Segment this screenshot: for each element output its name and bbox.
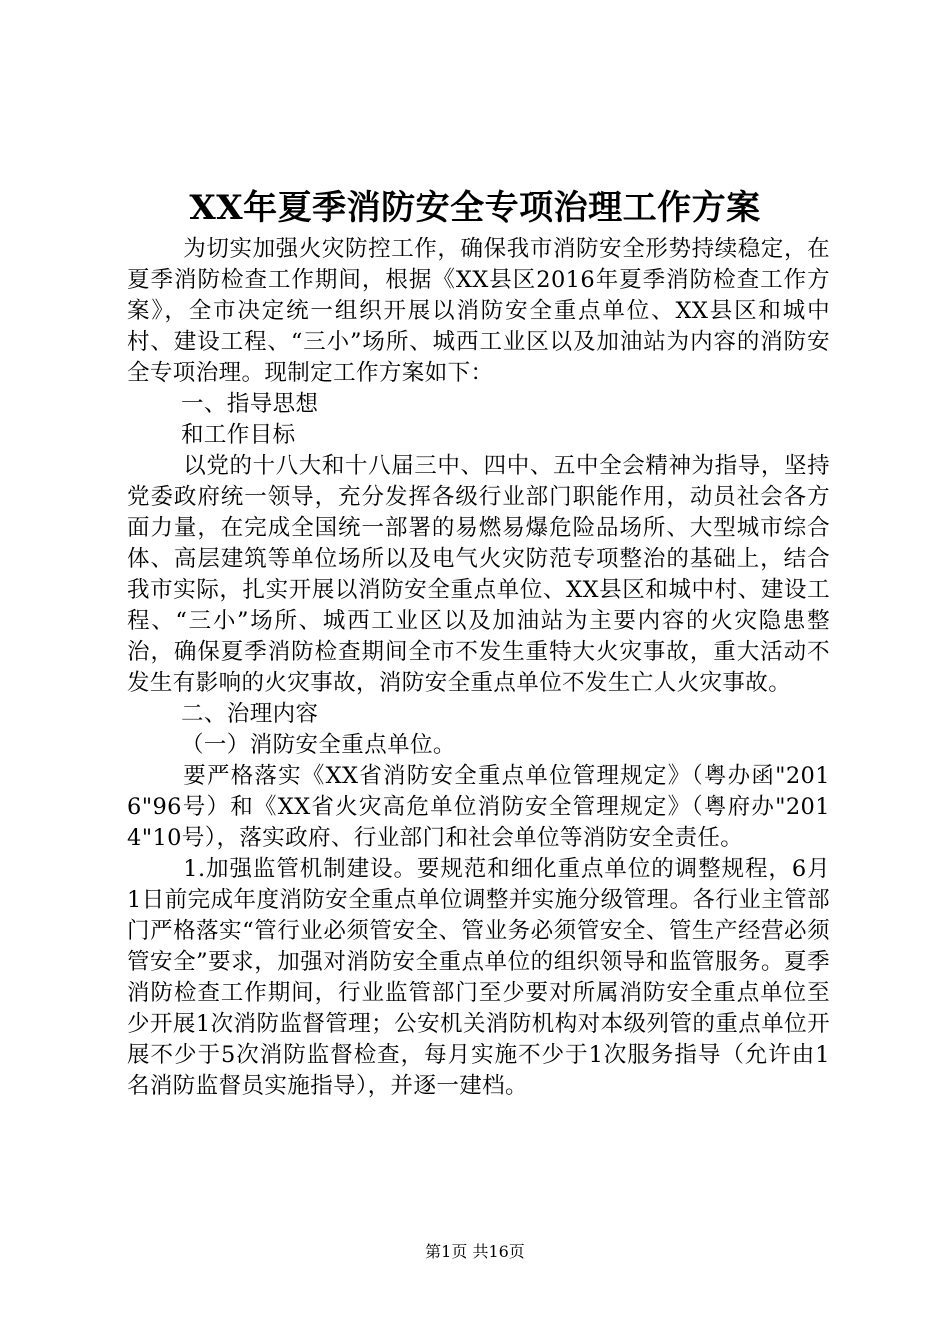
subsection-heading-key-units: （一）消防安全重点单位。 <box>181 732 456 758</box>
supervision-mechanism-paragraph: 1.加强监管机制建设。要规范和细化重点单位的调整规程，6月1日前完成年度消防安全重点单位调整并实施分级管理。各行业主管部门严格落实“管行业必须管安全、管业务必须管安全、管生产经营必须管安全”要求，加强对消防安全重点单位的组织领导和监管服务。夏季消防检查工作期间，行业监管部门至少要对所属消防安全重点单位至少开展1次消防监督管理；公安机关消防机构对本级列管的重点单位开展不少于5次消防监督检查，每月实施不少于1次服务指导（允许由1名消防监督员实施指导），并逐一建档。 <box>127 856 830 1099</box>
document-body <box>127 234 830 1102</box>
section-heading-work-goals: 和工作目标 <box>181 422 296 448</box>
intro-paragraph: 为切实加强火灾防控工作，确保我市消防安全形势持续稳定，在夏季消防检查工作期间，根据《XX县区2016年夏季消防检查工作方案》，全市决定统一组织开展以消防安全重点单位、XX县区和城中村、建设工程、“三小”场所、城西工业区以及加油站为内容的消防安全专项治理。现制定工作方案如下： <box>127 236 830 386</box>
section-heading-guiding-ideology: 一、指导思想 <box>181 391 319 417</box>
section-heading-governance-content: 二、治理内容 <box>181 701 319 727</box>
page-number: 第1页 共16页 <box>425 1242 525 1261</box>
document-title: XX年夏季消防安全专项治理工作方案 <box>189 188 761 228</box>
guiding-ideology-paragraph: 以党的十八大和十八届三中、四中、五中全会精神为指导，坚持党委政府统一领导，充分发挥各级行业部门职能作用，动员社会各方面力量，在完成全国统一部署的易燃易爆危险品场所、大型城市综合体、高层建筑等单位场所以及电气火灾防范专项整治的基础上，结合我市实际，扎实开展以消防安全重点单位、XX县区和城中村、建设工程、“三小”场所、城西工业区以及加油站为主要内容的火灾隐患整治，确保夏季消防检查期间全市不发生重特大火灾事故，重大活动不发生有影响的火灾事故，消防安全重点单位不发生亡人火灾事故。 <box>127 453 830 696</box>
key-units-paragraph: 要严格落实《XX省消防安全重点单位管理规定》（粤办函"2016"96号）和《XX省火灾高危单位消防安全管理规定》（粤府办"2014"10号），落实政府、行业部门和社会单位等消防安全责任。 <box>127 763 830 851</box>
